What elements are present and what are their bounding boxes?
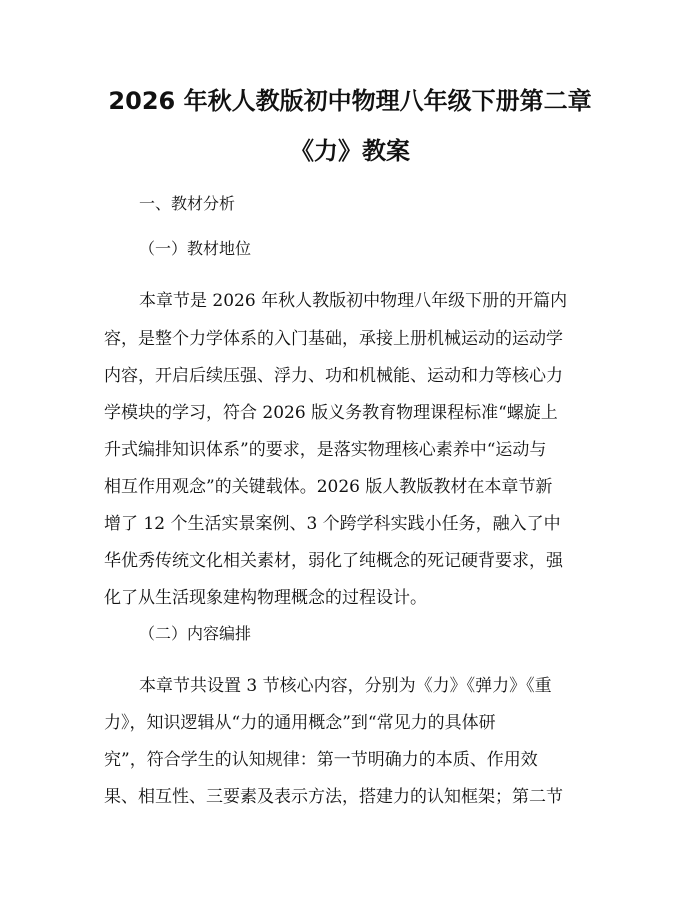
paragraph-2-line: 本章节共设置 3 节核心内容，分别为《力》《弹力》《重	[139, 676, 552, 696]
paragraph-2-line: 究”，符合学生的认知规律：第一节明确力的本质、作用效	[104, 750, 538, 770]
paragraph-2-line: 力》，知识逻辑从“力的通用概念”到“常见力的具体研	[104, 713, 496, 733]
paragraph-1-line: 华优秀传统文化相关素材，弱化了纯概念的死记硬背要求，强	[104, 551, 563, 571]
paragraph-2-line: 果、相互性、三要素及表示方法，搭建力的认知框架；第二节	[104, 787, 563, 807]
paragraph-1-line: 内容，开启后续压强、浮力、功和机械能、运动和力等核心力	[104, 366, 563, 386]
document-title-line-2: 《力》教案	[290, 137, 410, 165]
paragraph-1-line: 容，是整个力学体系的入门基础，承接上册机械运动的运动学	[104, 329, 563, 349]
subsection-heading-textbook-status: （一）教材地位	[139, 239, 252, 258]
paragraph-1-line: 相互作用观念”的关键载体。2026 版人教版教材在本章节新	[104, 477, 553, 497]
paragraph-1-line: 增了 12 个生活实景案例、3 个跨学科实践小任务，融入了中	[104, 514, 561, 534]
document-title-line-1: 2026 年秋人教版初中物理八年级下册第二章	[108, 87, 592, 115]
paragraph-1-line: 本章节是 2026 年秋人教版初中物理八年级下册的开篇内	[139, 291, 568, 311]
paragraph-1-line: 学模块的学习，符合 2026 版义务教育物理课程标准“螺旋上	[104, 403, 558, 423]
paragraph-1-line: 化了从生活现象建构物理概念的过程设计。	[104, 588, 427, 608]
section-heading-textbook-analysis: 一、教材分析	[139, 194, 236, 213]
subsection-heading-content-arrangement: （二）内容编排	[139, 624, 252, 643]
paragraph-1-line: 升式编排知识体系”的要求，是落实物理核心素养中“运动与	[104, 440, 547, 460]
